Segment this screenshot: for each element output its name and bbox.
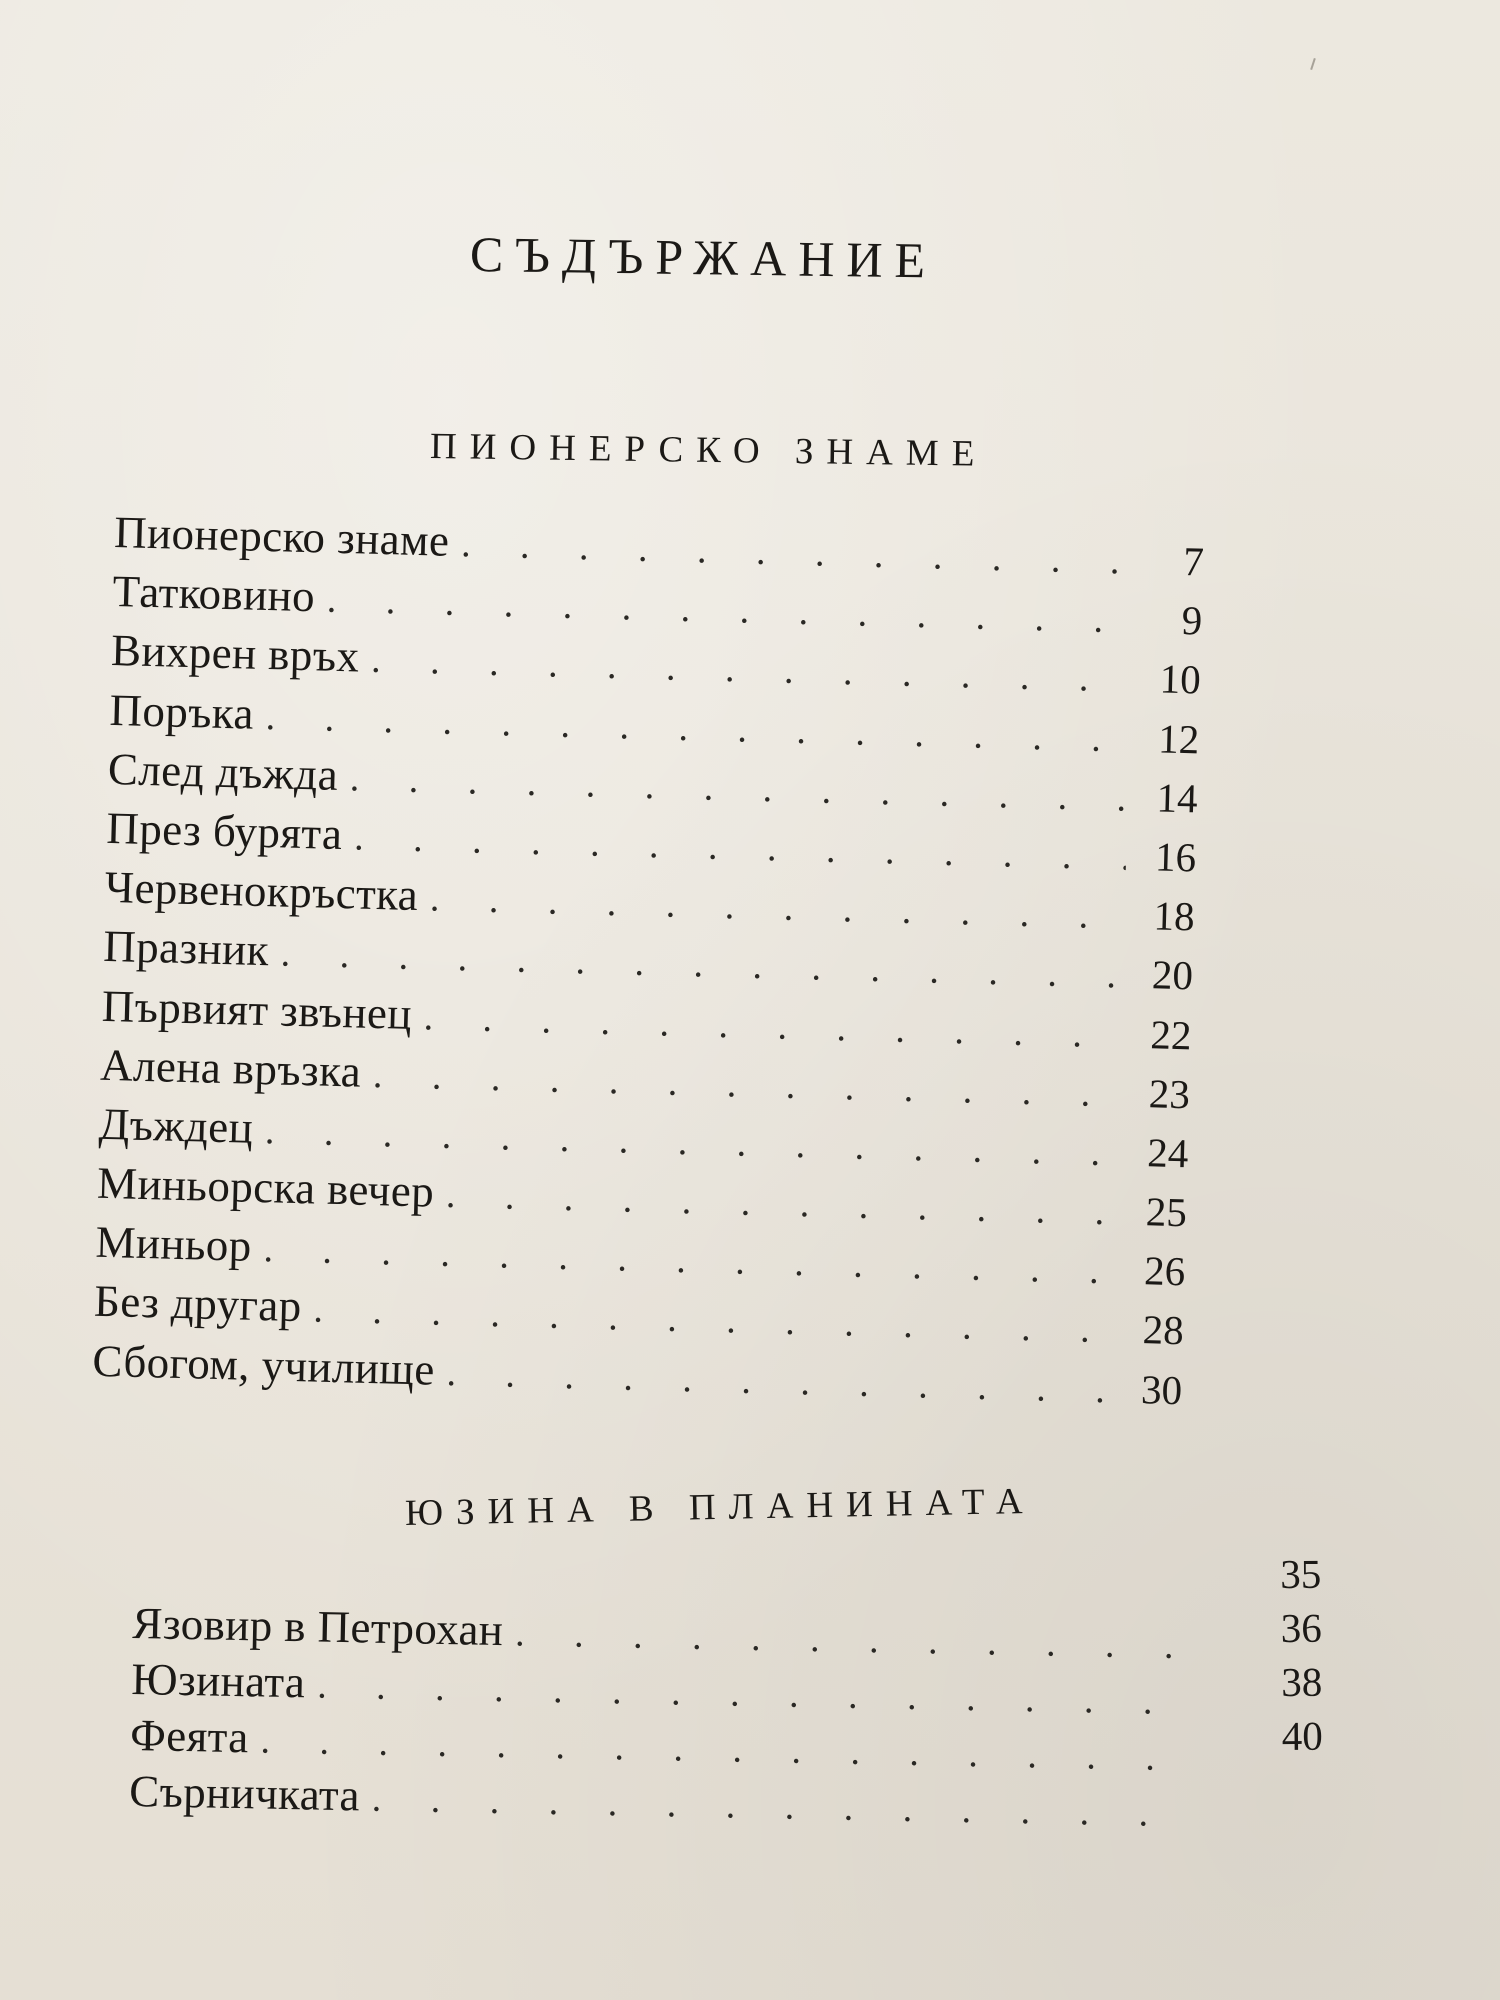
toc-list-section-2 xyxy=(129,1595,1198,1839)
toc-page-number: 9 xyxy=(1181,597,1203,644)
toc-page-number: 35 xyxy=(1280,1550,1322,1598)
toc-page-numbers-section-2 xyxy=(1251,1547,1323,1764)
toc-page-number: 28 xyxy=(1142,1306,1185,1354)
toc-entry-title: Миньор xyxy=(94,1217,253,1272)
toc-page-number: 36 xyxy=(1280,1604,1322,1652)
toc-page-number: 12 xyxy=(1157,714,1200,763)
toc-entry-title: Червенокръстка xyxy=(104,862,419,921)
page-title: СЪДЪРЖАНИЕ xyxy=(469,226,938,289)
toc-entry-title: През бурята xyxy=(105,802,344,859)
toc-entry-title: Без другар xyxy=(93,1276,303,1332)
toc-page-number: 24 xyxy=(1146,1129,1189,1177)
toc-page-number: 20 xyxy=(1151,951,1194,999)
toc-list-section-1 xyxy=(92,503,1205,1419)
toc-page-number: 25 xyxy=(1145,1188,1188,1236)
toc-entry-title: Татковино xyxy=(112,566,316,622)
toc-entry-title: Пионерско знаме xyxy=(113,506,450,566)
toc-page-number: 38 xyxy=(1281,1658,1323,1706)
section-title-yuzina-v-planinata: ЮЗИНА В ПЛАНИНАТА xyxy=(404,1480,1036,1534)
toc-entry-title: Вихрен връх xyxy=(110,625,361,682)
toc-page-number: 16 xyxy=(1154,833,1197,881)
toc-page-number: 18 xyxy=(1152,892,1196,940)
toc-entry-title: Празник xyxy=(102,921,270,976)
toc-entry-title: Язовир в Петрохан xyxy=(131,1597,504,1656)
toc-page-number: 14 xyxy=(1156,774,1199,822)
section-title-pionersko-zname: ПИОНЕРСКО ЗНАМЕ xyxy=(429,426,988,475)
toc-entry-title: Миньорска вечер xyxy=(96,1157,435,1217)
toc-entry-title: След дъжда xyxy=(107,743,339,800)
toc-entry-title: Сърничката xyxy=(128,1765,361,1821)
toc-entry-title: Поръка xyxy=(108,684,255,739)
toc-entry-title: Феята xyxy=(129,1709,250,1763)
toc-page-number: 22 xyxy=(1149,1010,1193,1058)
toc-page-number: 10 xyxy=(1159,655,1202,703)
toc-entry-title: Юзината xyxy=(130,1653,306,1708)
toc-entry-title: Алена връзка xyxy=(99,1039,362,1097)
toc-page-number: 40 xyxy=(1281,1712,1323,1760)
toc-entry-title: Първият звънец xyxy=(101,980,413,1039)
ink-speck xyxy=(1310,58,1316,70)
toc-page-number: 30 xyxy=(1140,1365,1183,1413)
toc-entry-title: Дъждец xyxy=(98,1098,254,1153)
toc-page-number: 26 xyxy=(1143,1247,1186,1295)
toc-entry-title: Сбогом, училище xyxy=(91,1335,436,1395)
toc-page-number: 23 xyxy=(1148,1069,1191,1118)
toc-page-number: 7 xyxy=(1182,537,1205,585)
